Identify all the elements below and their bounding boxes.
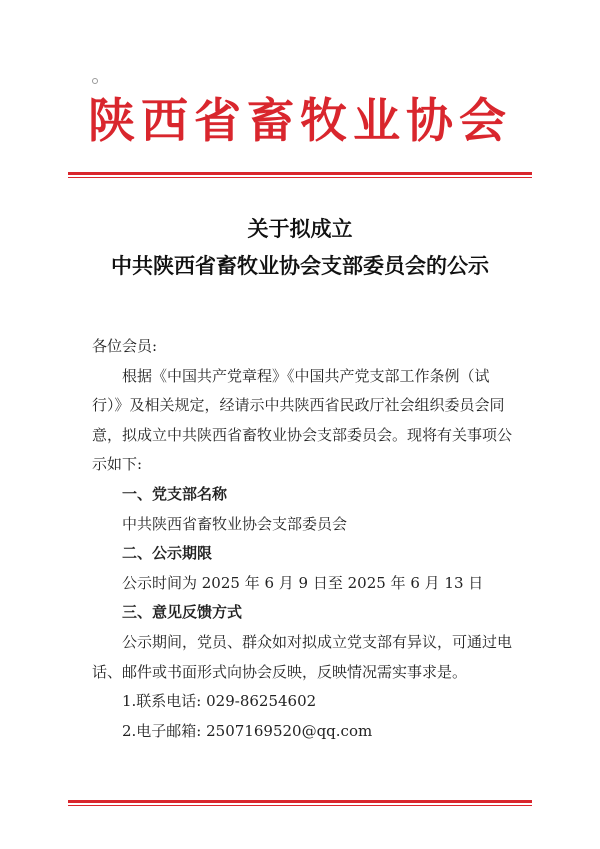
section-3-heading: 三、意见反馈方式	[122, 603, 243, 622]
divider-thick-line	[68, 172, 532, 175]
notice-title-line-1: 关于拟成立	[247, 216, 353, 241]
scan-mark	[92, 78, 98, 84]
section-3-text: 公示期间，党员、群众如对拟成立党支部有异议，可通过电话、邮件或书面形式向协会反映，反映情况需实事求是。	[92, 632, 513, 681]
divider-thin-line	[68, 177, 532, 178]
salutation: 各位会员:	[92, 337, 158, 355]
section-1-heading: 一、党支部名称	[122, 484, 228, 503]
intro-paragraph: 根据《中国共产党章程》《中国共产党支部工作条例（试行）》及相关规定，经请示中共陕西省民政厅社会组织委员会同意，拟成立中共陕西省畜牧业协会支部委员会。现将有关事项公示如下:	[92, 366, 513, 474]
footer-thick-line	[68, 800, 532, 803]
letterhead-divider	[68, 172, 532, 178]
section-2-heading: 二、公示期限	[122, 544, 213, 563]
contact-email: 2.电子邮箱: 2507169520@qq.com	[122, 721, 373, 740]
contact-phone: 1.联系电话: 029-86254602	[122, 692, 317, 711]
notice-title-line-2: 中共陕西省畜牧业协会支部委员会的公示	[111, 253, 489, 278]
notice-body	[92, 332, 517, 746]
section-1-text: 中共陕西省畜牧业协会支部委员会	[122, 514, 348, 533]
footer-divider	[68, 800, 532, 806]
section-2-text: 公示时间为 2025 年 6 月 9 日至 2025 年 6 月 13 日	[122, 573, 484, 592]
letterhead-title: 陕西省畜牧业协会	[88, 94, 512, 149]
footer-thin-line	[68, 805, 532, 806]
